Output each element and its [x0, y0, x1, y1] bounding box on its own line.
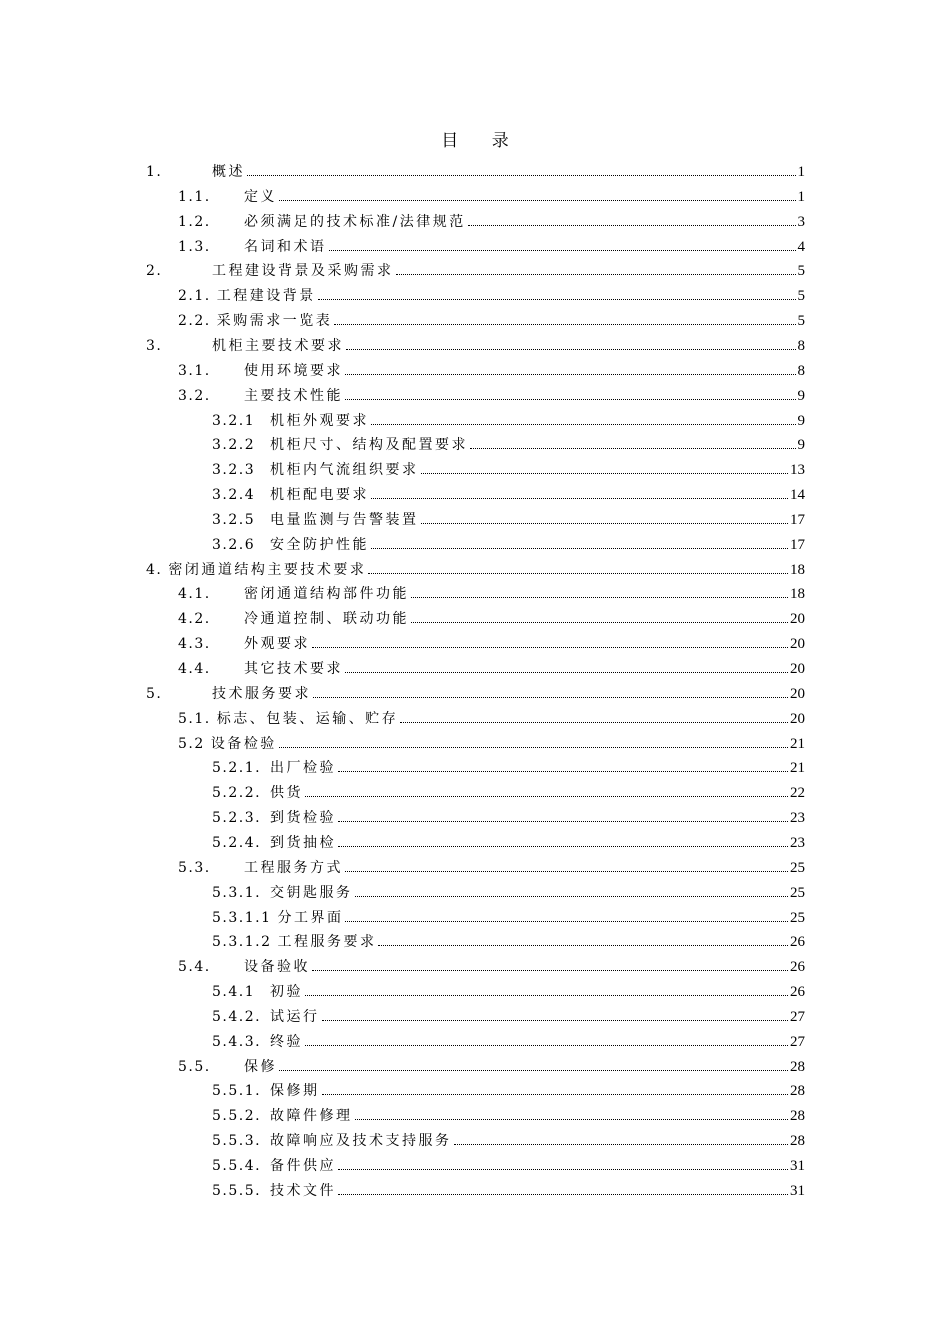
toc-entry-title: 技术文件 — [270, 1182, 336, 1199]
toc-entry-page: 23 — [790, 810, 805, 827]
toc-entry-number: 3.2.3 — [212, 462, 256, 479]
dot-leader — [345, 672, 788, 673]
toc-entry-number: 5.4.3. — [212, 1033, 262, 1050]
dot-leader — [396, 274, 796, 275]
toc-entry-page: 18 — [790, 561, 805, 578]
toc-entry-number: 5.3. — [178, 859, 211, 876]
toc-entry[interactable] — [212, 907, 805, 927]
toc-entry-title: 保修期 — [270, 1083, 320, 1100]
toc-entry-number: 5.2.3. — [212, 810, 262, 827]
toc-entry[interactable] — [212, 981, 805, 1001]
toc-entry-page: 9 — [797, 437, 805, 454]
toc-entry-page: 8 — [797, 337, 805, 354]
toc-entry[interactable] — [212, 509, 805, 529]
toc-entry-title: 使用环境要求 — [244, 362, 343, 379]
toc-entry-page: 21 — [790, 760, 805, 777]
toc-entry[interactable] — [178, 360, 805, 380]
toc-entry-number: 5.4.2. — [212, 1008, 262, 1025]
toc-entry-title: 出厂检验 — [270, 760, 336, 777]
toc-entry-number: 1.1. — [178, 188, 211, 205]
toc-entry-number: 5.2 — [178, 735, 205, 752]
dot-leader — [421, 473, 789, 474]
toc-title: 目 录 — [441, 131, 523, 151]
dot-leader — [371, 548, 788, 549]
toc-entry-title: 密闭通道结构部件功能 — [244, 586, 409, 603]
toc-entry[interactable] — [212, 1180, 805, 1200]
toc-entry-title: 标志、包装、运输、贮存 — [216, 710, 399, 727]
toc-entry-title: 机柜内气流组织要求 — [270, 462, 419, 479]
toc-entry[interactable] — [146, 260, 805, 280]
toc-entry-number: 5.3.1.2 — [212, 934, 272, 951]
toc-entry-page: 1 — [797, 188, 805, 205]
toc-entry-page: 26 — [790, 959, 805, 976]
toc-entry-page: 26 — [790, 984, 805, 1001]
dot-leader — [468, 225, 796, 226]
dot-leader — [322, 1020, 789, 1021]
dot-leader — [313, 697, 788, 698]
toc-entry[interactable] — [146, 335, 805, 355]
toc-entry-title: 终验 — [270, 1033, 303, 1050]
dot-leader — [345, 399, 796, 400]
dot-leader — [305, 796, 788, 797]
toc-entry[interactable] — [212, 410, 805, 430]
dot-leader — [346, 349, 796, 350]
toc-entry-page: 25 — [790, 859, 805, 876]
toc-entry-title: 故障响应及技术支持服务 — [270, 1133, 452, 1150]
toc-entry-number: 5.5.5. — [212, 1182, 262, 1199]
dot-leader — [421, 523, 789, 524]
toc-entry-number: 5.3.1. — [212, 884, 262, 901]
toc-entry-page: 27 — [790, 1033, 805, 1050]
toc-entry-number: 2. — [146, 263, 163, 280]
toc-entry[interactable] — [212, 434, 805, 454]
toc-entry-page: 17 — [790, 536, 805, 553]
toc-entry-number: 4.2. — [178, 611, 211, 628]
toc-entry-page: 28 — [790, 1058, 805, 1075]
toc-entry-title: 故障件修理 — [270, 1108, 353, 1125]
toc-entry[interactable] — [146, 683, 805, 703]
toc-entry-number: 5.2.1. — [212, 760, 262, 777]
toc-entry[interactable] — [146, 559, 805, 579]
toc-entry-page: 31 — [790, 1182, 805, 1199]
toc-entry-page: 20 — [790, 710, 805, 727]
toc-entry[interactable] — [212, 931, 805, 951]
toc-entry[interactable] — [178, 658, 805, 678]
toc-entry-page: 25 — [790, 884, 805, 901]
toc-entry[interactable] — [212, 534, 805, 554]
toc-entry[interactable] — [212, 807, 805, 827]
toc-entry-title: 保修 — [244, 1058, 277, 1075]
toc-entry-title: 工程服务方式 — [244, 859, 343, 876]
toc-entry-title: 试运行 — [270, 1008, 320, 1025]
dot-leader — [368, 573, 788, 574]
toc-entry-page: 20 — [790, 611, 805, 628]
toc-entry-page: 26 — [790, 934, 805, 951]
toc-entry-page: 20 — [790, 636, 805, 653]
dot-leader — [318, 299, 796, 300]
toc-entry-page: 20 — [790, 685, 805, 702]
toc-entry[interactable] — [212, 1080, 805, 1100]
toc-entry-number: 5.3.1.1 — [212, 909, 272, 926]
toc-entry-page: 3 — [797, 213, 805, 230]
toc-entry-title: 名词和术语 — [244, 238, 327, 255]
toc-entry[interactable] — [212, 1031, 805, 1051]
toc-entry-number: 5.5. — [178, 1058, 211, 1075]
toc-entry-title: 密闭通道结构主要技术要求 — [168, 561, 367, 578]
dot-leader — [411, 622, 788, 623]
toc-entry[interactable] — [178, 583, 805, 603]
dot-leader — [345, 921, 788, 922]
toc-entry-page: 20 — [790, 661, 805, 677]
toc-entry-number: 5.5.3. — [212, 1133, 262, 1150]
toc-entry[interactable] — [212, 459, 805, 479]
toc-entry-page: 23 — [790, 834, 805, 851]
dot-leader — [470, 448, 796, 449]
dot-leader — [334, 324, 795, 325]
toc-entry-number: 4. — [146, 561, 163, 578]
toc-entry[interactable] — [212, 484, 805, 504]
toc-entry-title: 采购需求一览表 — [216, 313, 333, 330]
toc-entry-title: 技术服务要求 — [212, 685, 311, 702]
toc-entry[interactable] — [178, 385, 805, 405]
dot-leader — [312, 647, 788, 648]
toc-entry-number: 1. — [146, 164, 163, 180]
toc-entry-page: 31 — [790, 1158, 805, 1174]
toc-entry[interactable] — [178, 211, 805, 231]
toc-entry-number: 4.4. — [178, 661, 211, 677]
toc-entry-title: 初验 — [270, 984, 303, 1001]
toc-entry-number: 3.2.6 — [212, 536, 256, 553]
toc-entry-page: 17 — [790, 511, 805, 528]
toc-entry[interactable] — [212, 1006, 805, 1026]
toc-entry-number: 5.1. — [178, 710, 211, 727]
dot-leader — [305, 1045, 788, 1046]
toc-entry-title: 机柜配电要求 — [270, 487, 369, 504]
toc-entry-page: 4 — [797, 238, 805, 255]
toc-entry-number: 5.5.1. — [212, 1083, 262, 1100]
toc-entry-title: 设备检验 — [210, 735, 277, 752]
dot-leader — [322, 1094, 789, 1095]
toc-entry-page: 5 — [797, 313, 805, 330]
toc-entry-title: 必须满足的技术标准/法律规范 — [244, 213, 466, 230]
dot-leader — [400, 722, 788, 723]
toc-entry-number: 3.2.1 — [212, 412, 256, 429]
toc-entry[interactable] — [212, 1130, 805, 1150]
dot-leader — [355, 1119, 789, 1120]
toc-entry-title: 到货抽检 — [270, 834, 336, 851]
dot-leader — [312, 970, 788, 971]
toc-entry[interactable] — [178, 310, 805, 330]
toc-entry[interactable] — [212, 757, 805, 777]
toc-entry-number: 5.4.1 — [212, 984, 256, 1001]
toc-entry-page: 22 — [790, 785, 805, 802]
toc-entry-number: 2.1. — [178, 288, 211, 305]
toc-entry-page: 28 — [790, 1133, 805, 1150]
dot-leader — [411, 597, 788, 598]
toc-entry-title: 工程建设背景 — [216, 288, 316, 305]
toc-entry-number: 2.2. — [178, 313, 211, 330]
dot-leader — [338, 771, 788, 772]
toc-entry-number: 3.2.5 — [212, 511, 256, 528]
toc-entry-title: 分工界面 — [277, 909, 344, 926]
toc-entry-title: 备件供应 — [270, 1158, 336, 1174]
dot-leader — [338, 821, 788, 822]
toc-entry-page: 27 — [790, 1008, 805, 1025]
toc-entry[interactable] — [178, 285, 805, 305]
toc-entry-title: 概述 — [212, 164, 245, 180]
dot-leader — [338, 1169, 788, 1170]
dot-leader — [378, 945, 788, 946]
toc-entry-number: 5. — [146, 685, 163, 702]
toc-entry-number: 3. — [146, 337, 163, 354]
toc-entry-page: 9 — [797, 387, 805, 404]
toc-entry[interactable] — [178, 1056, 805, 1076]
toc-entry-number: 4.1. — [178, 586, 211, 603]
dot-leader — [279, 1070, 788, 1071]
toc-entry[interactable] — [178, 186, 805, 206]
toc-entry-page: 14 — [790, 487, 805, 504]
toc-entry[interactable] — [178, 608, 805, 628]
toc-entry-number: 3.2.2 — [212, 437, 256, 454]
toc-entry-title: 交钥匙服务 — [270, 884, 353, 901]
toc-entry-title: 机柜尺寸、结构及配置要求 — [270, 437, 468, 454]
toc-entry-title: 设备验收 — [244, 959, 310, 976]
toc-entry[interactable] — [212, 882, 805, 902]
dot-leader — [338, 1194, 788, 1195]
toc-entry-number: 1.3. — [178, 238, 211, 255]
toc-entry-title: 供货 — [270, 785, 303, 802]
toc-entry-title: 冷通道控制、联动功能 — [244, 611, 409, 628]
toc-entry[interactable] — [178, 236, 805, 256]
dot-leader — [371, 498, 788, 499]
toc-entry-number: 5.4. — [178, 959, 211, 976]
toc-entry[interactable] — [178, 857, 805, 877]
toc-entry-page: 28 — [790, 1083, 805, 1100]
toc-entry[interactable] — [212, 782, 805, 802]
toc-entry-title: 机柜主要技术要求 — [212, 337, 344, 354]
toc-entry-title: 工程服务要求 — [277, 934, 377, 951]
toc-entry-title: 定义 — [244, 188, 277, 205]
toc-entry-page: 9 — [797, 412, 805, 429]
toc-entry-number: 5.5.2. — [212, 1108, 262, 1125]
toc-entry-number: 1.2. — [178, 213, 211, 230]
toc-entry-number: 5.5.4. — [212, 1158, 262, 1174]
dot-leader — [329, 250, 796, 251]
dot-leader — [454, 1144, 789, 1145]
toc-entry[interactable] — [178, 708, 805, 728]
dot-leader — [279, 747, 788, 748]
toc-entry-number: 3.2. — [178, 387, 211, 404]
dot-leader — [345, 374, 796, 375]
toc-entry-title: 外观要求 — [244, 636, 310, 653]
toc-entry[interactable] — [212, 1155, 805, 1175]
dot-leader — [279, 200, 796, 201]
toc-entry-number: 3.1. — [178, 362, 211, 379]
toc-entry-title: 机柜外观要求 — [270, 412, 369, 429]
toc-entry-title: 主要技术性能 — [244, 387, 343, 404]
toc-entry[interactable] — [146, 161, 805, 181]
toc-entry-page: 21 — [790, 735, 805, 752]
dot-leader — [338, 846, 788, 847]
toc-entry-page: 8 — [797, 362, 805, 379]
toc-entry-page: 5 — [797, 288, 805, 305]
toc-entry[interactable] — [212, 1105, 805, 1125]
dot-leader — [345, 871, 788, 872]
toc-entry-number: 3.2.4 — [212, 487, 256, 504]
toc-entry-page: 1 — [797, 164, 805, 180]
toc-entry-title: 安全防护性能 — [270, 536, 369, 553]
toc-entry-page: 28 — [790, 1108, 805, 1125]
toc-entry[interactable] — [178, 956, 805, 976]
dot-leader — [305, 995, 788, 996]
toc-entry-title: 到货检验 — [270, 810, 336, 827]
toc-entry[interactable] — [178, 633, 805, 653]
dot-leader — [371, 424, 796, 425]
toc-entry-number: 5.2.4. — [212, 834, 262, 851]
toc-entry[interactable] — [178, 733, 805, 753]
toc-entry-number: 4.3. — [178, 636, 211, 653]
toc-entry[interactable] — [212, 832, 805, 852]
toc-entry-page: 5 — [797, 263, 805, 280]
toc-entry-title: 电量监测与告警装置 — [270, 511, 419, 528]
toc-entry-title: 工程建设背景及采购需求 — [212, 263, 394, 280]
dot-leader — [247, 175, 796, 176]
toc-entry-title: 其它技术要求 — [244, 661, 343, 677]
toc-entry-number: 5.2.2. — [212, 785, 262, 802]
toc-entry-page: 25 — [790, 909, 805, 926]
dot-leader — [355, 896, 789, 897]
toc-entry-page: 13 — [790, 462, 805, 479]
toc-entry-page: 18 — [790, 586, 805, 603]
